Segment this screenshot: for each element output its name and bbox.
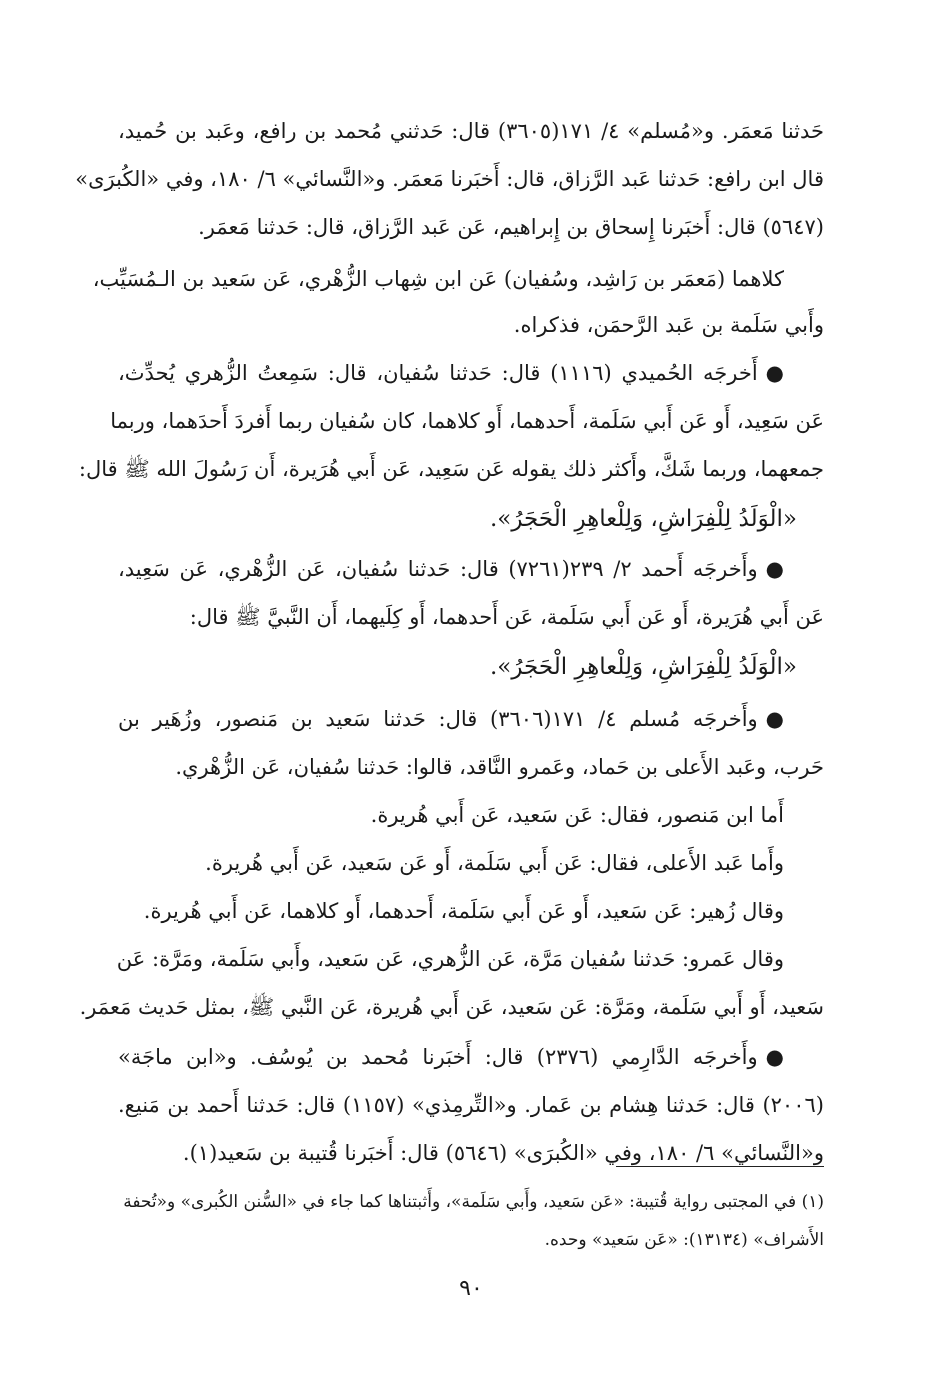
text-line: وأَما عَبد الأَعلى، فقال: عَن أَبي سَلَمة، أَو عَن سَعيد، عَن أَبي هُريرة. bbox=[205, 851, 784, 875]
text-line: عَن أَبي هُرَيرة، أَو عَن أَبي سَلَمة، عَن أَحدهما، أَو كِلَيهما، أَن النَّبيَّ ﷺ قال: bbox=[189, 605, 824, 629]
page-number: ٩٠ bbox=[459, 1276, 483, 1301]
text-line: أَما ابن مَنصور، فقال: عَن سَعيد، عَن أَبي هُريرة. bbox=[370, 803, 784, 827]
hadith-quote: «الْوَلَدُ لِلْفِرَاشِ، وَلِلْعاهِرِ الْحَجَرُ». bbox=[489, 506, 797, 532]
text-line: (٢٠٠٦) قال: حَدثنا هِشام بن عَمار. و«التِّرمِذي» (١١٥٧) قال: حَدثنا أَحمد بن مَنيع. bbox=[118, 1093, 824, 1117]
bullet-icon: ● bbox=[765, 361, 784, 385]
text-line: كلاهما (مَعمَر بن رَاشِد، وسُفيان) عَن ابن شِهاب الزُّهْري، عَن سَعيد بن الـمُسَيِّب، bbox=[92, 267, 784, 291]
text-span: وأَخرجَه أَحمد ٢/ ٢٣٩(٧٢٦١) قال: حَدثنا سُفيان، عَن الزُّهْري، عَن سَعِيد، bbox=[118, 557, 758, 581]
text-line: وقال عَمرو: حَدثنا سُفيان مَرَّة، عَن الزُّهري، عَن سَعيد، وأَبي سَلَمة، ومَرَّة: عَن bbox=[116, 947, 784, 971]
text-line: حَرب، وعَبد الأَعلى بن حَماد، وعَمرو النَّاقد، قالوا: حَدثنا سُفيان، عَن الزُّهْري. bbox=[175, 755, 824, 779]
text-line: وأَبي سَلَمة بن عَبد الرَّحمَن، فذكراه. bbox=[513, 313, 824, 337]
text-line: عَن سَعِيد، أَو عَن أَبي سَلَمة، أَحدهما، أَو كلاهما، كان سُفيان ربما أَفردَ أَحدَهما، وربما bbox=[110, 409, 824, 433]
hadith-entry-line bbox=[118, 1034, 784, 1080]
text-line: و«النَّسائي» ٦/ ١٨٠، وفي «الكُبرَى» (٥٦٤٦) قال: أَخبَرنا قُتيبة بن سَعيد(١). bbox=[182, 1141, 824, 1165]
bullet-icon: ● bbox=[765, 1045, 784, 1069]
hadith-entry-line bbox=[118, 546, 784, 592]
footnote-line: (١) في المجتبى رواية قُتيبة: «عَن سَعيد، وأَبي سَلَمة»، وأَثبتناها كما جاء في «السُّنن الكُبرى» و«تُحفة bbox=[123, 1192, 824, 1212]
bullet-icon: ● bbox=[765, 557, 784, 581]
text-span: أَخرجَه الحُميدي (١١١٦) قال: حَدثنا سُفيان، قال: سَمِعتُ الزُّهري يُحدِّث، bbox=[118, 361, 758, 385]
footnote-line: الأَشراف» (١٣١٣٤): «عَن سَعيد» وحده. bbox=[544, 1230, 824, 1250]
hadith-entry-line bbox=[118, 696, 784, 742]
text-line: سَعيد، أَو أَبي سَلَمة، ومَرَّة: عَن سَعيد، عَن أَبي هُريرة، عَن النَّبي ﷺ، بمثل حَديث مَعمَر. bbox=[79, 995, 824, 1019]
text-span: وأَخرجَه الدَّارِمي (٢٣٧٦) قال: أَخبَرنا مُحمد بن يُوسُف. و«ابن ماجَة» bbox=[118, 1045, 758, 1069]
hadith-quote: «الْوَلَدُ لِلْفِرَاشِ، وَلِلْعاهِرِ الْحَجَرُ». bbox=[489, 654, 797, 680]
text-span: وأَخرجَه مُسلم ٤/ ١٧١(٣٦٠٦) قال: حَدثنا سَعيد بن مَنصور، وزُهَير بن bbox=[118, 707, 758, 731]
hadith-entry-line bbox=[118, 350, 784, 396]
text-line: حَدثنا مَعمَر. و«مُسلم» ٤/ ١٧١(٣٦٠٥) قال: حَدثني مُحمد بن رافع، وعَبد بن حُميد، bbox=[118, 119, 824, 143]
text-line: جمعهما، وربما شَكَّ، وأَكثر ذلك يقوله عَن سَعِيد، عَن أَبي هُرَيرة، أَن رَسُولَ الله ﷺ قال: bbox=[78, 457, 824, 481]
text-line: وقال زُهير: عَن سَعيد، أَو عَن أَبي سَلَمة، أَحدهما، أَو كلاهما، عَن أَبي هُريرة. bbox=[143, 899, 784, 923]
text-line: قال ابن رافع: حَدثنا عَبد الرَّزاق، قال: أَخبَرنا مَعمَر. و«النَّسائي» ٦/ ١٨٠، وفي «الكُبرَى» bbox=[75, 167, 824, 191]
footnote-divider bbox=[616, 1166, 824, 1167]
text-line: (٥٦٤٧) قال: أَخبَرنا إِسحاق بن إِبراهيم، عَن عَبد الرَّزاق، قال: حَدثنا مَعمَر. bbox=[198, 215, 824, 239]
bullet-icon: ● bbox=[765, 707, 784, 731]
